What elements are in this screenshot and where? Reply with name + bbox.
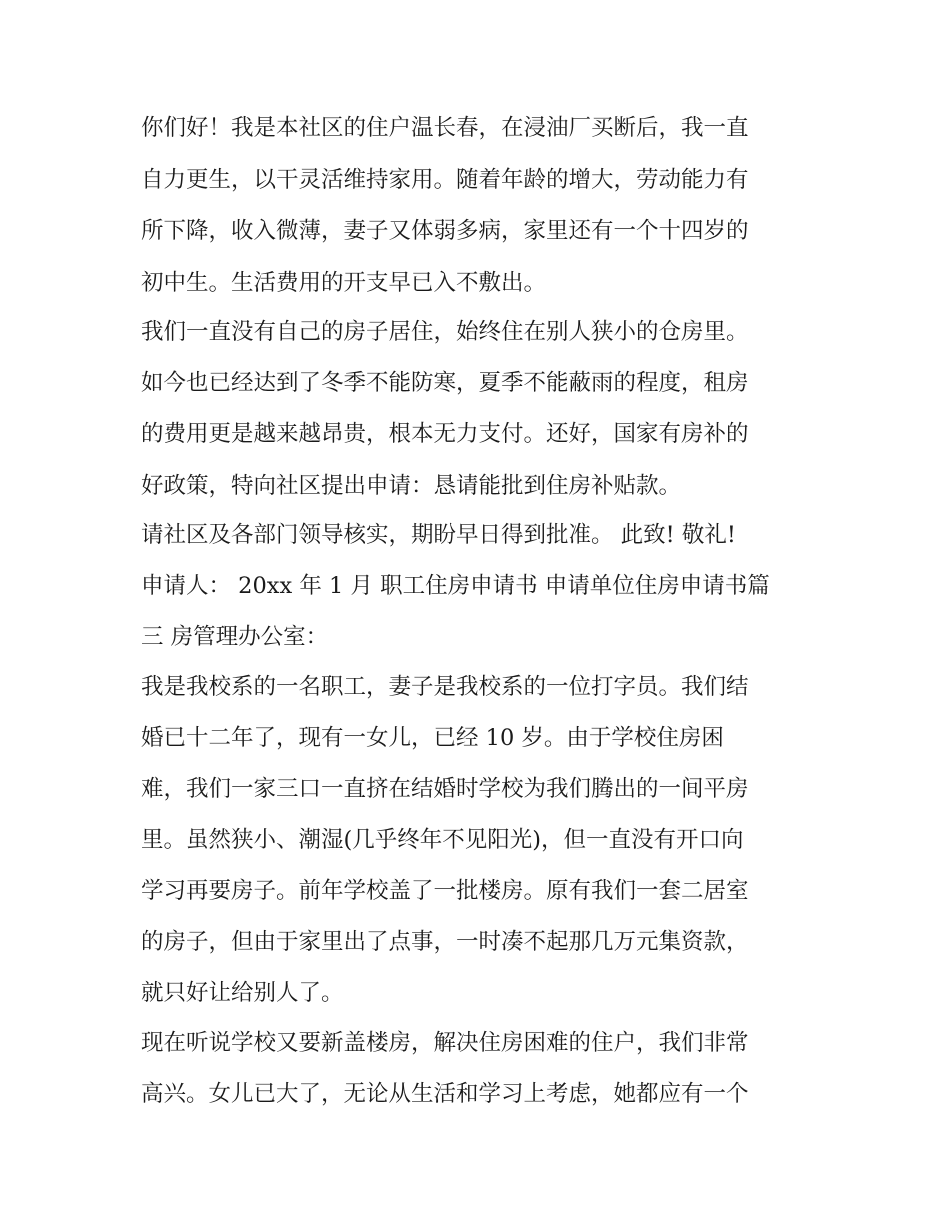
text-line: 学习再要房子。前年学校盖了一批楼房。原有我们一套二居室 xyxy=(141,878,749,904)
text-line: 申请人： 20xx 年 1 月 职工住房申请书 申请单位住房申请书篇 xyxy=(141,573,770,599)
text-line: 请社区及各部门领导核实，期盼早日得到批准。 此致! 敬礼! xyxy=(141,522,736,548)
text-line: 你们好！我是本社区的住户温长春，在浸油厂买断后，我一直 xyxy=(141,115,749,141)
text-line: 自力更生，以干灵活维持家用。随着年龄的增大，劳动能力有 xyxy=(141,167,749,193)
text-line: 好政策，特向社区提出申请：恳请能批到住房补贴款。 xyxy=(141,473,682,499)
text-line: 现在听说学校又要新盖楼房，解决住房困难的住户，我们非常 xyxy=(141,1030,749,1056)
text-line: 就只好让给别人了。 xyxy=(141,980,344,1006)
text-line: 的费用更是越来越昂贵，根本无力支付。还好，国家有房补的 xyxy=(141,421,749,447)
text-line: 如今也已经达到了冬季不能防寒，夏季不能蔽雨的程度，租房 xyxy=(141,370,749,396)
text-line: 婚已十二年了，现有一女儿，已经 10 岁。由于学校住房困 xyxy=(141,725,724,751)
text-line: 三 房管理办公室： xyxy=(141,624,329,650)
text-line: 里。虽然狭小、潮湿(几乎终年不见阳光)，但一直没有开口向 xyxy=(141,827,744,853)
text-line: 所下降，收入微薄，妻子又体弱多病，家里还有一个十四岁的 xyxy=(141,218,749,244)
text-line: 我是我校系的一名职工，妻子是我校系的一位打字员。我们结 xyxy=(141,674,749,700)
text-line: 初中生。生活费用的开支早已入不敷出。 xyxy=(141,270,547,296)
text-line: 难，我们一家三口一直挤在结婚时学校为我们腾出的一间平房 xyxy=(141,776,749,802)
text-line: 我们一直没有自己的房子居住，始终住在别人狭小的仓房里。 xyxy=(141,319,749,345)
text-line: 高兴。女儿已大了，无论从生活和学习上考虑，她都应有一个 xyxy=(141,1081,749,1107)
text-line: 的房子，但由于家里出了点事，一时凑不起那几万元集资款， xyxy=(141,929,749,955)
